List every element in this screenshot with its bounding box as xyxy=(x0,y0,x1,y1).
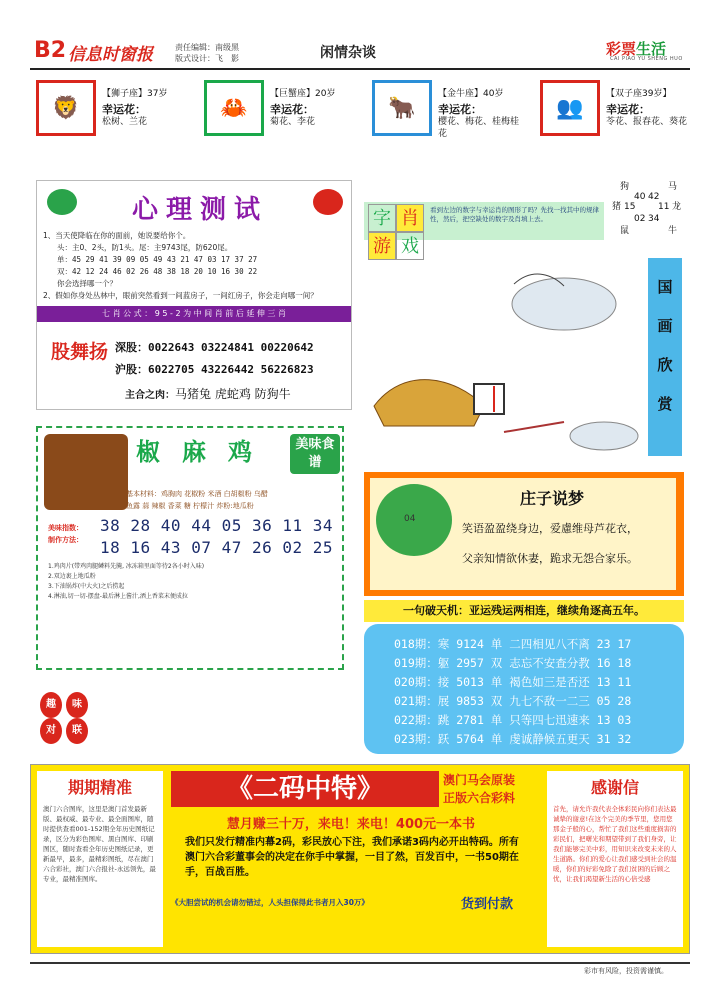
periods-panel xyxy=(364,624,684,754)
bull-icon: 🐂 xyxy=(372,80,432,136)
step-2: 2.双边裹上地瓜粉 xyxy=(48,573,96,580)
side-line-2: 正版六合彩料 xyxy=(443,791,516,805)
lucky-flowers: 苓花、报春花、葵花 xyxy=(606,117,688,127)
wheel-label: 马 xyxy=(668,182,678,192)
head-tail-line: 头：主0、2头，防1头。尾：主9743尾，防620尾。 xyxy=(57,243,233,252)
zhuangzi-panel xyxy=(364,472,684,596)
recipe-title: 椒麻鸡 xyxy=(136,438,274,466)
flower-icon xyxy=(313,189,343,215)
odd-numbers: 单：45 29 41 39 09 05 49 43 21 47 03 17 37 27 xyxy=(57,255,258,264)
period-row: 022期：跳 2781 单 只等四七迅速来 13 03 xyxy=(394,713,632,727)
painting-svg xyxy=(364,256,644,464)
period-row: 023期：跃 5764 单 虔诚静候五更天 31 32 xyxy=(394,732,632,746)
shanghai-stock: 沪股：6022705 43226442 56226823 xyxy=(115,363,314,376)
footer-panel xyxy=(30,764,690,954)
lantern-icon: 联 xyxy=(66,718,88,744)
art-char: 国 xyxy=(657,278,673,296)
zhuangzi-title: 庄子说梦 xyxy=(520,489,585,508)
footer-left-title: 期期精准 xyxy=(67,778,132,797)
recipe-panel xyxy=(36,426,344,670)
zhuangzi-line2: 父亲知情欲休妻，跪求无怨合家乐。 xyxy=(462,552,638,565)
header-divider xyxy=(30,68,690,70)
game-char: 游 xyxy=(368,232,396,260)
zhuangzi-line1: 笑语盈盈绕身边，爱慮维母芦花衣， xyxy=(462,522,638,535)
wheel-label: 40 xyxy=(634,192,646,202)
ingredients: 基本材料：鸡胸肉 花椒粉 米酒 白胡椒粉 乌醋 xyxy=(126,490,268,498)
index-values: 38 28 40 44 05 36 11 34 xyxy=(100,516,334,535)
zodiac-sign: 【巨蟹座】20岁 xyxy=(270,89,336,99)
wheel-label: 15 xyxy=(624,202,636,212)
wheel-label: 11 xyxy=(658,202,670,212)
lucky-flowers: 松树、兰花 xyxy=(102,117,148,127)
question-2: 2、假如你身处丛林中，眼前突然看到一间蓝房子，一间红房子，你会走向哪一间？ xyxy=(43,291,318,300)
footer-main xyxy=(171,765,541,955)
wheel-label: 02 xyxy=(634,214,646,224)
lantern-icon: 对 xyxy=(40,718,62,744)
lucky-label: 幸运花： xyxy=(102,103,146,116)
paper-name: 信息时窗报 xyxy=(68,45,153,65)
game-hint: 看到左边的数字与幸运肖的图形了吗？先找一找其中的规律性，然后，把空缺处的数字及肖填上去。 xyxy=(430,206,599,223)
wheel-label: 鼠 xyxy=(620,226,630,236)
slogan-bar: 一句破天机：亚运残运两相连，继续角逐高五年。 xyxy=(364,600,684,622)
wheel-label: 42 xyxy=(648,192,660,202)
zodiac-card xyxy=(540,80,690,160)
bottom-divider xyxy=(30,962,690,964)
formula-bar: 七 肖 公 式 ： 9 5 - 2 为 中 间 肖 前 后 延 伸 三 肖 xyxy=(37,306,351,322)
art-char: 画 xyxy=(657,317,673,335)
step-1: 1.鸡肉片(带鸡肉腿鳞料先腌, 冰冻箱里面等待2各小时入味) xyxy=(48,563,205,570)
bottom-offer: 《大胆尝试的机会请勿错过，人头担保得此书者月入30万》 xyxy=(171,898,369,907)
cod-button: 货到付款 xyxy=(461,897,514,912)
crab-icon: 🦀 xyxy=(204,80,264,136)
zodiac-sign: 【金牛座】40岁 xyxy=(438,89,504,99)
painting-illustration xyxy=(364,256,644,464)
period-row: 020期：接 5013 单 褐色如三是否还 13 11 xyxy=(394,675,632,689)
lantern-icon: 味 xyxy=(66,692,88,718)
section-code: B2 xyxy=(34,38,67,63)
psychology-test-panel xyxy=(36,180,352,410)
zodiac-wheel xyxy=(612,180,684,242)
step-3: 3.下油锅炸(中大火)之后捞起 xyxy=(48,583,125,590)
method-label: 制作方法： xyxy=(48,536,83,544)
art-char: 欣 xyxy=(657,356,673,374)
game-char: 肖 xyxy=(396,204,424,232)
lucky-label: 幸运花： xyxy=(438,103,482,116)
even-numbers: 双：42 12 24 46 02 26 48 38 18 20 10 16 30 22 xyxy=(57,267,258,276)
method-values: 18 16 43 07 47 26 02 25 xyxy=(100,538,334,557)
index-label: 美味指数： xyxy=(48,524,83,532)
wheel-label: 龙 xyxy=(672,202,682,212)
choose-line: 你会选择哪一个？ xyxy=(57,279,117,288)
lucky-label: 幸运花： xyxy=(270,103,314,116)
leaf-number: 04 xyxy=(404,514,416,524)
wheel-label: 牛 xyxy=(668,226,678,236)
game-char: 戏 xyxy=(396,232,424,260)
lucky-label: 幸运花： xyxy=(606,103,650,116)
ingredients-2: 鱼露 蒜 辣椒 香菜 糖 柠檬汁 炸粉:地瓜粉 xyxy=(126,502,254,510)
zodiac-sign: 【双子座39岁】 xyxy=(606,89,672,99)
lantern-icon: 趣 xyxy=(40,692,62,718)
editor-line: 版式设计：飞 影 xyxy=(175,54,239,63)
shenzhen-stock: 深股：0022643 03224841 00220642 xyxy=(115,341,314,354)
psychology-title: 心理测试 xyxy=(132,195,269,225)
question-1: 1、当天使降临在你的面前，她说要给你个。 xyxy=(43,231,191,240)
twins-icon: 👥 xyxy=(540,80,600,136)
wheel-label: 34 xyxy=(648,214,660,224)
recipe-badge: 美味食谱 xyxy=(290,434,340,474)
footer-right-title: 感谢信 xyxy=(590,778,639,797)
wheel-label: 狗 xyxy=(620,182,630,192)
page-title: 闲情杂谈 xyxy=(320,45,376,61)
dish-photo xyxy=(44,434,128,510)
game-char: 字 xyxy=(368,204,396,232)
zodiac-card xyxy=(36,80,192,160)
period-row: 021期：展 9853 双 九七不敌一二三 05 28 xyxy=(394,694,632,708)
brand-logo-sub: CAI PIAO YU SHENG HUO xyxy=(610,56,683,62)
promo-line: 慧月赚三十万，来电！来电！400元一本书 xyxy=(226,817,476,832)
brand-logo: 彩票生活 xyxy=(606,40,667,58)
editors xyxy=(175,42,239,64)
lucky-flowers: 樱花、梅花、桂梅桂花 xyxy=(438,117,520,139)
lion-icon: 🦁 xyxy=(36,80,96,136)
main-zodiac: 主合之肉：马猪兔 虎蛇鸡 防狗牛 xyxy=(125,387,291,401)
footer-left-box xyxy=(37,771,163,947)
risk-note: 彩市有风险，投资需谨慎。 xyxy=(584,967,668,975)
period-row: 019期：躯 2957 双 志忘不安查分教 16 18 xyxy=(394,656,632,670)
main-body: 我们只发行精准内幕2码，彩民放心下注，我们承诺3码内必开出特码。所有澳门六合彩董事会的决定在你手中掌握，一目了然，百发百中，一书50期在手，百战百胜。 xyxy=(185,837,519,878)
side-line-1: 澳门马会原装 xyxy=(443,773,516,787)
wheel-label: 猪 xyxy=(612,202,622,212)
zodiac-card xyxy=(372,80,528,160)
step-4: 4.淋油,切一切-摆盘-最后淋上酱汁,洒上香菜末便成拉 xyxy=(48,593,188,600)
art-appreciation-column xyxy=(648,258,682,456)
zodiac-card xyxy=(204,80,360,160)
clover-icon xyxy=(47,189,77,215)
footer-left-body: 澳门六合图库，这里是澳门首发最新版、最权威、最专业、最全面图库，随时提供查看001-152期全年历史图纸记录，区分为彩色图库、黑白图库、印刷图区，随时查看全年历史图纸记录，更新最早，最多，最精彩图纸，尽在澳门六合彩社，澳门六合报社-永远领先，最专业，最精准图库。 xyxy=(43,805,156,883)
editor-line: 责任编辑：南级黑 xyxy=(175,43,239,52)
period-row: 018期：寒 9124 单 二四相见八不离 23 17 xyxy=(394,637,632,651)
zodiac-sign: 【狮子座】37岁 xyxy=(102,89,168,99)
lucky-flowers: 菊花、李花 xyxy=(270,117,316,127)
footer-right-body: 首先，请允许我代表全体彩民向你们表达最诚挚的谢意!在这个完美的季节里，您用您那金子般的心，帮忙了我们这些重度损害的彩民们，把曙光和期望带到了我们身旁，让我们能够完美中彩，用知识来改变未来的人生道路。你们的爱心让我们感受到社会的温暖，你们的好彩免除了我们贫困的后顾之忧，让我们渴望新生活的心倍受感 xyxy=(553,805,677,883)
stock-logo: 股舞扬 xyxy=(51,341,109,363)
main-title: 《二码中特》 xyxy=(171,771,439,807)
footer-right-box xyxy=(547,771,683,947)
art-char: 赏 xyxy=(657,395,673,413)
